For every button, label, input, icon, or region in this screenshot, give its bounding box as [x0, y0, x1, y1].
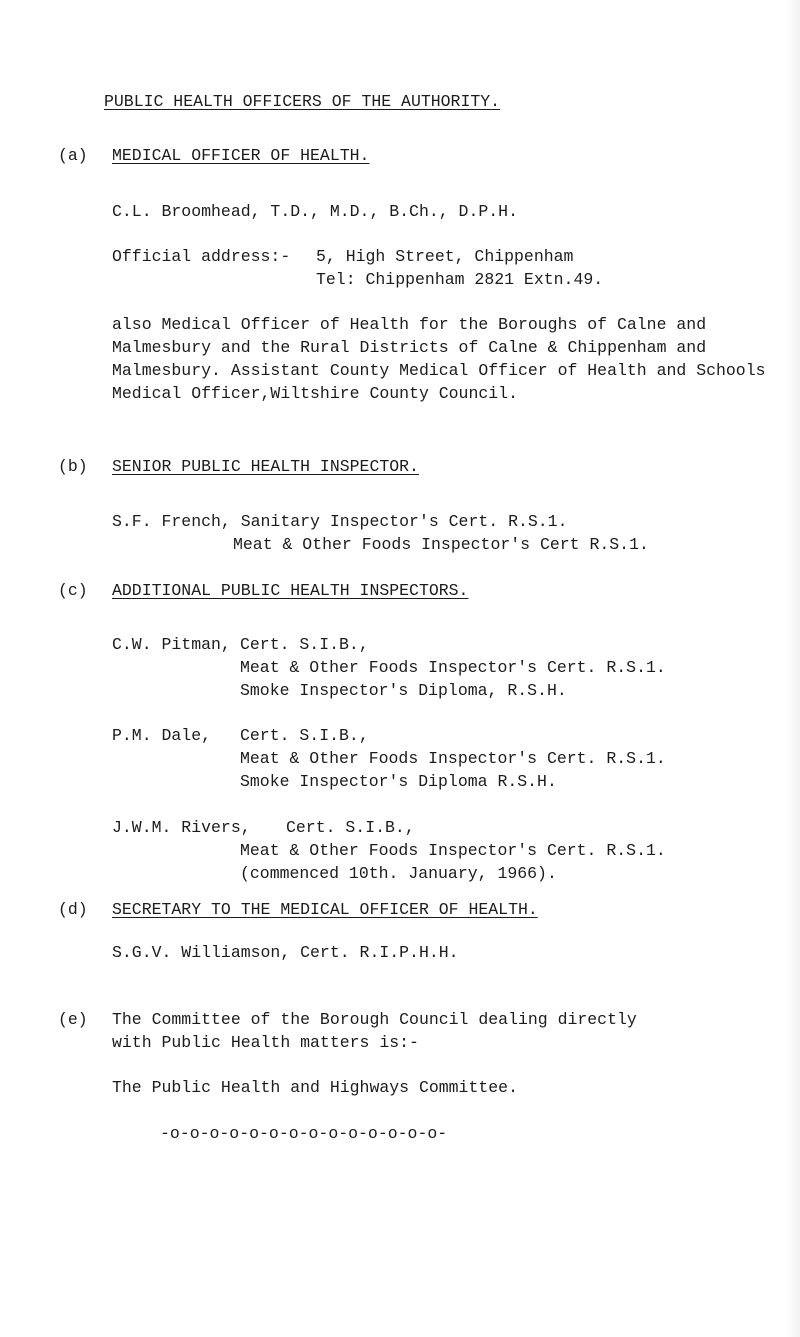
address-value: 5, High Street, Chippenham — [316, 247, 574, 266]
inspector-2-line2: Meat & Other Foods Inspector's Cert. R.S.1. — [240, 749, 666, 768]
inspector-3-name: J.W.M. Rivers, — [112, 818, 251, 837]
inspector-2-name: P.M. Dale, — [112, 726, 212, 745]
divider: -o-o-o-o-o-o-o-o-o-o-o-o-o-o- — [160, 1124, 448, 1143]
inspector-1-line2: Meat & Other Foods Inspector's Cert. R.S.1. — [240, 658, 666, 677]
section-c-letter: (c) — [58, 581, 88, 600]
moh-description: also Medical Officer of Health for the Boroughs of Calne and Malmesbury and the Rural Districts of Calne & Chippenham and Malmesbury. Assistant County Medical Officer of Health and Schools Medical Officer,Wiltshire County Council. — [112, 315, 766, 403]
inspector-3-line2: Meat & Other Foods Inspector's Cert. R.S.1. — [240, 841, 666, 860]
committee-name: The Public Health and Highways Committee. — [112, 1078, 518, 1097]
inspector-3-line3: (commenced 10th. January, 1966). — [240, 864, 557, 883]
inspector-3-line1: Cert. S.I.B., — [286, 818, 415, 837]
section-d-letter: (d) — [58, 900, 88, 919]
secretary-line: S.G.V. Williamson, Cert. R.I.P.H.H. — [112, 943, 459, 962]
section-b-heading: SENIOR PUBLIC HEALTH INSPECTOR. — [112, 457, 419, 476]
committee-line1: The Committee of the Borough Council dealing directly — [112, 1010, 637, 1029]
senior-inspector-line2: Meat & Other Foods Inspector's Cert R.S.1. — [233, 535, 649, 554]
inspector-2-line1: Cert. S.I.B., — [240, 726, 369, 745]
section-a-letter: (a) — [58, 146, 88, 165]
inspector-1-line1: Cert. S.I.B., — [240, 635, 369, 654]
inspector-2-line3: Smoke Inspector's Diploma R.S.H. — [240, 772, 557, 791]
inspector-1-line3: Smoke Inspector's Diploma, R.S.H. — [240, 681, 567, 700]
section-c-heading: ADDITIONAL PUBLIC HEALTH INSPECTORS. — [112, 581, 469, 600]
moh-name: C.L. Broomhead, T.D., M.D., B.Ch., D.P.H. — [112, 202, 518, 221]
page-title: PUBLIC HEALTH OFFICERS OF THE AUTHORITY. — [104, 92, 501, 111]
senior-inspector-line1: S.F. French, Sanitary Inspector's Cert. R.S.1. — [112, 512, 568, 531]
section-e-letter: (e) — [58, 1010, 88, 1029]
committee-line2: with Public Health matters is:- — [112, 1033, 419, 1052]
inspector-1-name: C.W. Pitman, — [112, 635, 231, 654]
scan-edge-shadow — [786, 0, 800, 1337]
section-b-letter: (b) — [58, 457, 88, 476]
tel-value: Tel: Chippenham 2821 Extn.49. — [316, 270, 604, 289]
address-label: Official address:- — [112, 247, 291, 266]
section-a-heading: MEDICAL OFFICER OF HEALTH. — [112, 146, 370, 165]
section-d-heading: SECRETARY TO THE MEDICAL OFFICER OF HEALTH. — [112, 900, 538, 919]
